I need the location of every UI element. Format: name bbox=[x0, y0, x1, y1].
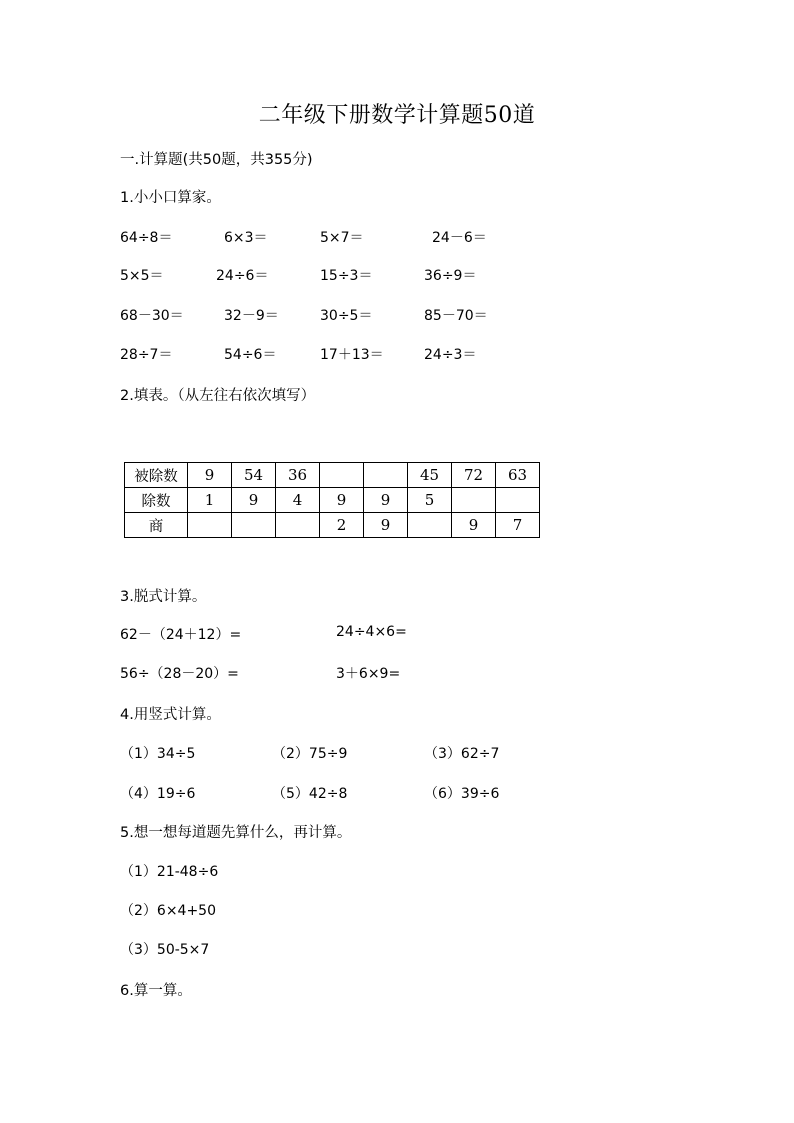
oral-problem: 15÷3＝ bbox=[320, 268, 373, 284]
row-header-dividend: 被除数 bbox=[125, 463, 188, 488]
question-5-label: 5.想一想每道题先算什么，再计算。 bbox=[120, 825, 352, 841]
table-cell: 72 bbox=[452, 463, 496, 488]
table-cell: 63 bbox=[496, 463, 540, 488]
table-cell: 2 bbox=[320, 513, 364, 538]
oral-problem: 54÷6＝ bbox=[224, 347, 277, 363]
oral-problem: 6×3＝ bbox=[224, 230, 268, 246]
row-header-divisor: 除数 bbox=[125, 488, 188, 513]
oral-problem: 24－6＝ bbox=[432, 230, 487, 246]
oral-problem: 17＋13＝ bbox=[320, 347, 384, 363]
table-cell: 36 bbox=[276, 463, 320, 488]
stepwise-problem: 62－（24＋12）= bbox=[120, 627, 242, 643]
order-row-2 bbox=[0, 900, 794, 920]
question-6-label: 6.算一算。 bbox=[120, 983, 192, 999]
table-cell bbox=[320, 463, 364, 488]
stepwise-problem: 24÷4×6= bbox=[336, 624, 407, 640]
stepwise-row-1 bbox=[0, 624, 794, 644]
oral-problem: 28÷7＝ bbox=[120, 347, 173, 363]
table-cell bbox=[188, 513, 232, 538]
stepwise-problem: 3＋6×9= bbox=[336, 666, 401, 682]
oral-problem: 68－30＝ bbox=[120, 308, 184, 324]
stepwise-problem: 56÷（28－20）= bbox=[120, 666, 239, 682]
oral-problem: 24÷6＝ bbox=[216, 268, 269, 284]
vertical-problem: （3）62÷7 bbox=[424, 746, 500, 762]
division-table bbox=[124, 462, 540, 538]
table-cell bbox=[408, 513, 452, 538]
oral-problem: 64÷8＝ bbox=[120, 230, 173, 246]
row-header-quotient: 商 bbox=[125, 513, 188, 538]
vertical-problem: （1）34÷5 bbox=[120, 746, 196, 762]
table-cell: 9 bbox=[320, 488, 364, 513]
table-cell: 5 bbox=[408, 488, 452, 513]
vertical-problem: （5）42÷8 bbox=[272, 786, 348, 802]
order-problem: （3）50-5×7 bbox=[120, 942, 210, 958]
table-cell: 9 bbox=[188, 463, 232, 488]
order-problem: （2）6×4+50 bbox=[120, 903, 216, 919]
oral-row-3 bbox=[0, 305, 794, 325]
oral-problem: 36÷9＝ bbox=[424, 268, 477, 284]
oral-row-4 bbox=[0, 344, 794, 364]
table-row bbox=[125, 463, 540, 488]
table-cell: 9 bbox=[232, 488, 276, 513]
table-row bbox=[125, 488, 540, 513]
section-heading: 一.计算题(共50题，共355分) bbox=[120, 152, 313, 168]
table-cell bbox=[276, 513, 320, 538]
table-cell: 9 bbox=[364, 488, 408, 513]
table-cell: 7 bbox=[496, 513, 540, 538]
vertical-row-1 bbox=[0, 743, 794, 763]
vertical-row-2 bbox=[0, 783, 794, 803]
page-title: 二年级下册数学计算题50道 bbox=[258, 103, 536, 128]
oral-problem: 24÷3＝ bbox=[424, 347, 477, 363]
table-cell: 9 bbox=[364, 513, 408, 538]
order-row-1 bbox=[0, 861, 794, 881]
table-row bbox=[125, 513, 540, 538]
vertical-problem: （4）19÷6 bbox=[120, 786, 196, 802]
table-cell bbox=[496, 488, 540, 513]
order-row-3 bbox=[0, 939, 794, 959]
question-4-label: 4.用竖式计算。 bbox=[120, 707, 221, 723]
oral-row-1 bbox=[0, 227, 794, 247]
oral-problem: 5×5＝ bbox=[120, 268, 164, 284]
oral-problem: 32－9＝ bbox=[224, 308, 279, 324]
oral-row-2 bbox=[0, 265, 794, 285]
stepwise-row-2 bbox=[0, 663, 794, 683]
table-cell bbox=[364, 463, 408, 488]
question-3-label: 3.脱式计算。 bbox=[120, 589, 207, 605]
table-cell: 54 bbox=[232, 463, 276, 488]
table-cell: 4 bbox=[276, 488, 320, 513]
oral-problem: 5×7＝ bbox=[320, 230, 364, 246]
vertical-problem: （2）75÷9 bbox=[272, 746, 348, 762]
oral-problem: 30÷5＝ bbox=[320, 308, 373, 324]
vertical-problem: （6）39÷6 bbox=[424, 786, 500, 802]
table-cell bbox=[452, 488, 496, 513]
order-problem: （1）21-48÷6 bbox=[120, 864, 219, 880]
question-1-label: 1.小小口算家。 bbox=[120, 190, 221, 206]
table-cell bbox=[232, 513, 276, 538]
oral-problem: 85－70＝ bbox=[424, 308, 488, 324]
table-cell: 9 bbox=[452, 513, 496, 538]
table-cell: 45 bbox=[408, 463, 452, 488]
question-2-label: 2.填表。（从左往右依次填写） bbox=[120, 388, 316, 404]
table-cell: 1 bbox=[188, 488, 232, 513]
